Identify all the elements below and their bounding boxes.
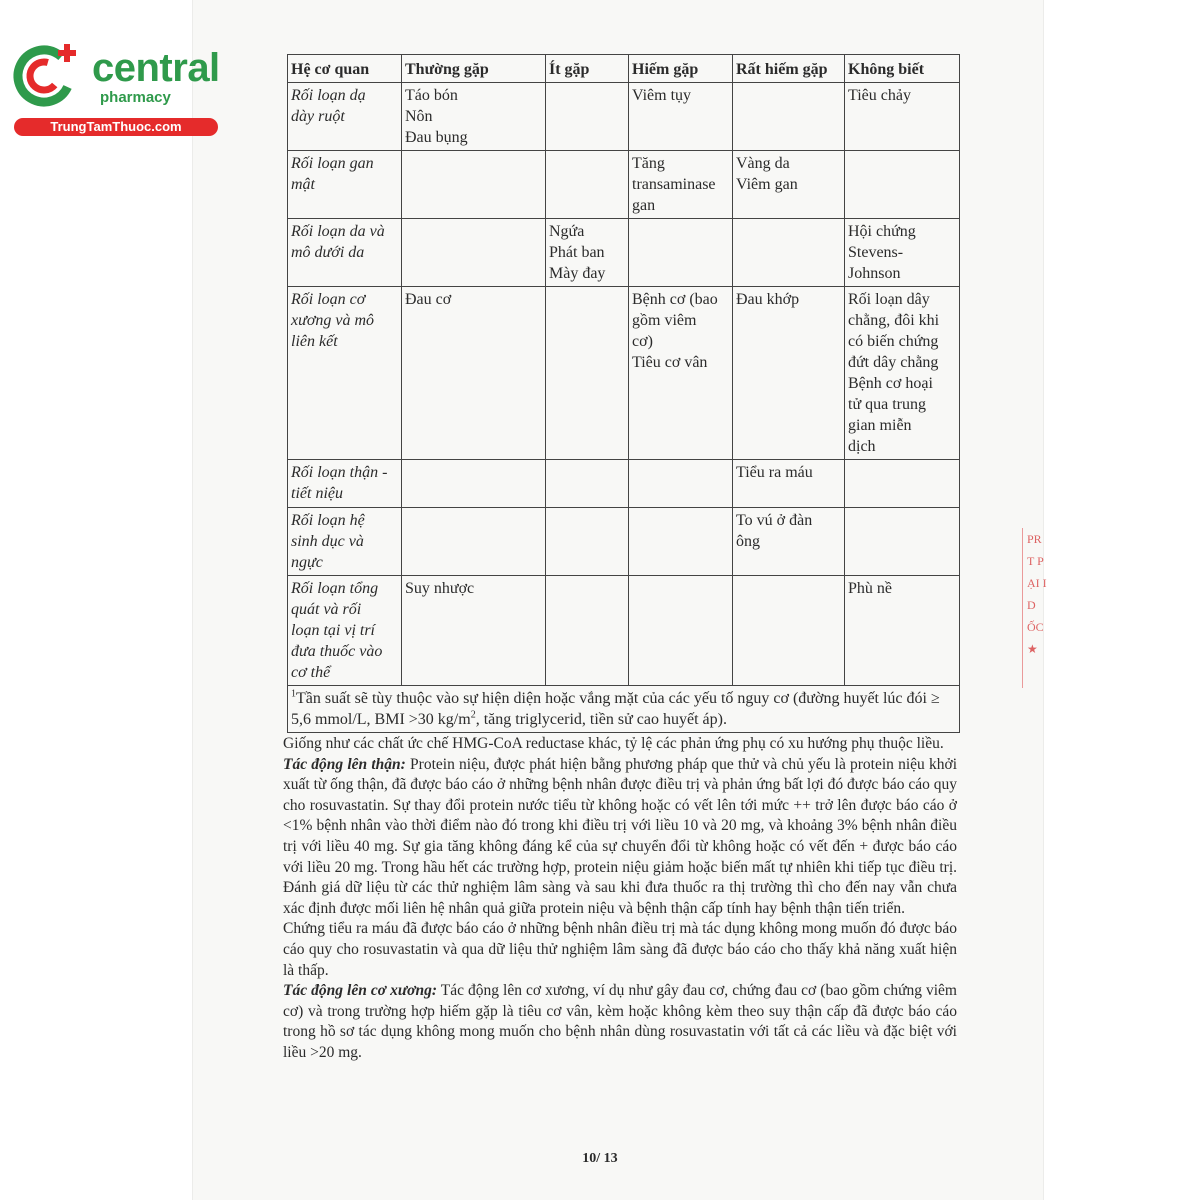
frequency-cell-very-rare — [733, 508, 845, 576]
organ-system-cell — [288, 151, 402, 219]
cell-line: Nôn — [405, 108, 433, 125]
frequency-cell-unknown — [845, 83, 960, 151]
cell-line: Táo bón — [405, 87, 458, 104]
cell-line: đứt dây chằng — [848, 354, 939, 371]
frequency-cell-rare — [629, 287, 733, 460]
frequency-cell-unknown — [845, 287, 960, 460]
table-row — [288, 460, 960, 508]
footnote-text-1: Tần suất sẽ tùy thuộc vào sự hiện diện hoặc vắng mặt của các yếu tố nguy cơ (đường huyết lúc đói ≥ 5,6 mmol/L, BMI >30 kg/m — [291, 690, 940, 728]
frequency-cell-very-rare — [733, 460, 845, 508]
cell-line: mật — [291, 176, 315, 193]
frequency-cell-uncommon — [546, 151, 629, 219]
cell-line: Rối loạn hệ — [291, 512, 365, 529]
cell-line: Tiểu ra máu — [736, 464, 813, 481]
cell-line: xương và mô — [291, 312, 375, 329]
cell-line: có biến chứng — [848, 333, 939, 350]
stamp-line: PR — [1027, 532, 1042, 546]
table-row — [288, 151, 960, 219]
pharmacy-cross-logo-icon — [8, 36, 88, 116]
header-common: Thường gặp — [402, 55, 546, 83]
brand-url-badge[interactable]: TrungTamThuoc.com — [14, 118, 218, 136]
frequency-cell-common — [402, 151, 546, 219]
stamp-line: ẠI I — [1027, 576, 1047, 590]
cell-line: transaminase — [632, 176, 716, 193]
header-uncommon: Ít gặp — [546, 55, 629, 83]
cell-line: gan — [632, 197, 656, 214]
cell-line: Rối loạn dạ — [291, 87, 366, 104]
table-header-row — [288, 55, 960, 83]
frequency-cell-very-rare — [733, 287, 845, 460]
cell-line: Vàng da — [736, 155, 790, 172]
red-stamp-fragment — [1022, 528, 1051, 688]
cell-line: tử qua trung — [848, 396, 926, 413]
cell-line: Bệnh cơ hoại — [848, 375, 933, 392]
organ-system-cell — [288, 460, 402, 508]
footnote-row — [288, 686, 960, 733]
frequency-cell-rare — [629, 219, 733, 287]
frequency-cell-uncommon — [546, 460, 629, 508]
frequency-cell-common — [402, 287, 546, 460]
cell-line: To vú ở đàn — [736, 512, 813, 529]
cell-line: dịch — [848, 438, 876, 455]
frequency-cell-very-rare — [733, 151, 845, 219]
cell-line: Tăng — [632, 155, 665, 172]
cell-line: tiết niệu — [291, 485, 343, 502]
cell-line: Rối loạn tổng — [291, 580, 379, 597]
frequency-cell-common — [402, 460, 546, 508]
frequency-cell-common — [402, 508, 546, 576]
cell-line: cơ thể — [291, 664, 331, 681]
cell-line: Rối loạn gan — [291, 155, 374, 172]
cell-line: sinh dục và — [291, 533, 364, 550]
brand-name: central — [92, 46, 220, 90]
frequency-cell-common — [402, 219, 546, 287]
frequency-cell-unknown — [845, 508, 960, 576]
cell-line: Phù nề — [848, 580, 892, 597]
cell-line: Mày đay — [549, 265, 606, 282]
table-row — [288, 576, 960, 686]
frequency-cell-uncommon — [546, 287, 629, 460]
cell-line: đưa thuốc vào — [291, 643, 383, 660]
frequency-cell-common — [402, 576, 546, 686]
frequency-cell-very-rare — [733, 219, 845, 287]
cell-line: Rối loạn da và — [291, 223, 385, 240]
paragraph-dose-dependence: Giống như các chất ức chế HMG-CoA reductase khác, tỷ lệ các phản ứng phụ có xu hướng phụ thuộc liều. — [283, 735, 944, 752]
cell-line: Stevens- — [848, 244, 904, 261]
cell-line: chằng, đôi khi — [848, 312, 940, 329]
paragraph-kidney-effects — [283, 755, 957, 920]
organ-system-cell — [288, 576, 402, 686]
frequency-cell-unknown — [845, 219, 960, 287]
header-rare: Hiếm gặp — [629, 55, 733, 83]
cell-line: loạn tại vị trí — [291, 622, 375, 639]
stamp-line: ỐC — [1027, 620, 1044, 634]
cell-line: Suy nhược — [405, 580, 475, 597]
table-row — [288, 508, 960, 576]
frequency-cell-uncommon — [546, 576, 629, 686]
table-row — [288, 219, 960, 287]
organ-system-cell — [288, 508, 402, 576]
cell-line: Tiêu chảy — [848, 87, 911, 104]
side-effects-table — [287, 54, 960, 733]
frequency-cell-rare — [629, 460, 733, 508]
frequency-cell-unknown — [845, 151, 960, 219]
cell-line: Đau cơ — [405, 291, 452, 308]
frequency-cell-very-rare — [733, 83, 845, 151]
footnote-mark: 1 — [291, 688, 296, 700]
stamp-line: D — [1027, 598, 1036, 612]
cell-line: Viêm tụy — [632, 87, 692, 104]
cell-line: Đau bụng — [405, 129, 468, 146]
cell-line: ông — [736, 533, 760, 550]
footnote-superscript: 2 — [470, 709, 476, 721]
heading-musculoskeletal-effects: Tác động lên cơ xương: — [283, 982, 437, 1000]
frequency-cell-rare — [629, 508, 733, 576]
body-text — [283, 734, 957, 1064]
table-row — [288, 83, 960, 151]
cell-line: gian miễn — [848, 417, 912, 434]
cell-line: Rối loạn dây — [848, 291, 930, 308]
text-musculoskeletal-effects: Tác động lên cơ xương, ví dụ như gây đau cơ, chứng đau cơ (bao gồm chứng viêm cơ) và trong trường hợp hiếm gặp là tiêu cơ vân, kèm hoặc không kèm theo suy thận cấp đã được báo cáo trong hồ sơ tác dụng không mong muốn cho bệnh nhân dùng rosuvastatin với tất cả các liều và đặc biệt với liều >20 mg. — [283, 982, 957, 1061]
stamp-line: T P — [1027, 554, 1044, 568]
cell-line: Johnson — [848, 265, 901, 282]
frequency-cell-unknown — [845, 460, 960, 508]
cell-line: ngực — [291, 554, 323, 571]
stamp-line: ★ — [1027, 642, 1038, 656]
cell-line: Rối loạn thận - — [291, 464, 388, 481]
frequency-footnote — [288, 686, 960, 733]
page-number: 10/ 13 — [582, 1151, 618, 1166]
cell-line: Rối loạn cơ — [291, 291, 366, 308]
heading-kidney-effects: Tác động lên thận: — [283, 755, 406, 773]
brand-subtitle: pharmacy — [100, 89, 171, 106]
cell-line: Bệnh cơ (bao — [632, 291, 718, 308]
frequency-cell-rare — [629, 83, 733, 151]
frequency-cell-rare — [629, 151, 733, 219]
header-unknown: Không biết — [845, 55, 960, 83]
text-kidney-effects: Protein niệu, được phát hiện bằng phương pháp que thử và chủ yếu là protein niệu khởi xuất từ ống thận, đã được báo cáo ở những bệnh nhân được điều trị và phản ứng bất lợi đó được báo cáo quy cho rosuvastatin. Sự thay đổi protein nước tiểu từ không hoặc có vết lên tới mức ++ trở lên được báo cáo ở <1% bệnh nhân vào thời điểm nào đó trong khi điều trị với liều 10 và 20 mg, và khoảng 3% bệnh nhân điều trị với liều 40 mg. Sự gia tăng không đáng kể của sự chuyển đổi từ không hoặc có vết đến + được báo cáo với liều 20 mg. Trong hầu hết các trường hợp, protein niệu giảm hoặc biến mất tự nhiên khi tiếp tục điều trị. Đánh giá dữ liệu từ các thử nghiệm lâm sàng và sau khi đưa thuốc ra thị trường thì cho đến nay vẫn chưa xác định được mối liên hệ nhân quả giữa protein niệu và bệnh thận cấp tính hay bệnh thận tiến triển. — [283, 755, 958, 917]
frequency-cell-uncommon — [546, 219, 629, 287]
cell-line: mô dưới da — [291, 244, 365, 261]
frequency-cell-uncommon — [546, 83, 629, 151]
cell-line: dày ruột — [291, 108, 345, 125]
frequency-cell-very-rare — [733, 576, 845, 686]
cell-line: Hội chứng — [848, 223, 916, 240]
frequency-cell-common — [402, 83, 546, 151]
cell-line: cơ) — [632, 333, 653, 350]
organ-system-cell — [288, 287, 402, 460]
cell-line: Tiêu cơ vân — [632, 354, 708, 371]
cell-line: Viêm gan — [736, 176, 798, 193]
cell-line: Phát ban — [549, 244, 605, 261]
header-organ-system: Hệ cơ quan — [288, 55, 402, 83]
frequency-cell-unknown — [845, 576, 960, 686]
footnote-text-2: , tăng triglycerid, tiền sử cao huyết áp). — [475, 711, 727, 728]
header-very-rare: Rất hiếm gặp — [733, 55, 845, 83]
cell-line: liên kết — [291, 333, 338, 350]
table-row — [288, 287, 960, 460]
cell-line: quát và rối — [291, 601, 362, 618]
frequency-cell-rare — [629, 576, 733, 686]
brand-logo[interactable] — [8, 36, 218, 136]
organ-system-cell — [288, 83, 402, 151]
frequency-cell-uncommon — [546, 508, 629, 576]
paragraph-musculoskeletal-effects — [283, 981, 957, 1063]
cell-line: Đau khớp — [736, 291, 800, 308]
cell-line: gồm viêm — [632, 312, 697, 329]
cell-line: Ngứa — [549, 223, 585, 240]
paragraph-hematuria: Chứng tiểu ra máu đã được báo cáo ở những bệnh nhân điều trị mà tác dụng không mong muốn đó được báo cáo quy cho rosuvastatin và qua dữ liệu thử nghiệm lâm sàng đã được báo cáo cho thấy khả năng xuất hiện là thấp. — [283, 920, 957, 979]
organ-system-cell — [288, 219, 402, 287]
